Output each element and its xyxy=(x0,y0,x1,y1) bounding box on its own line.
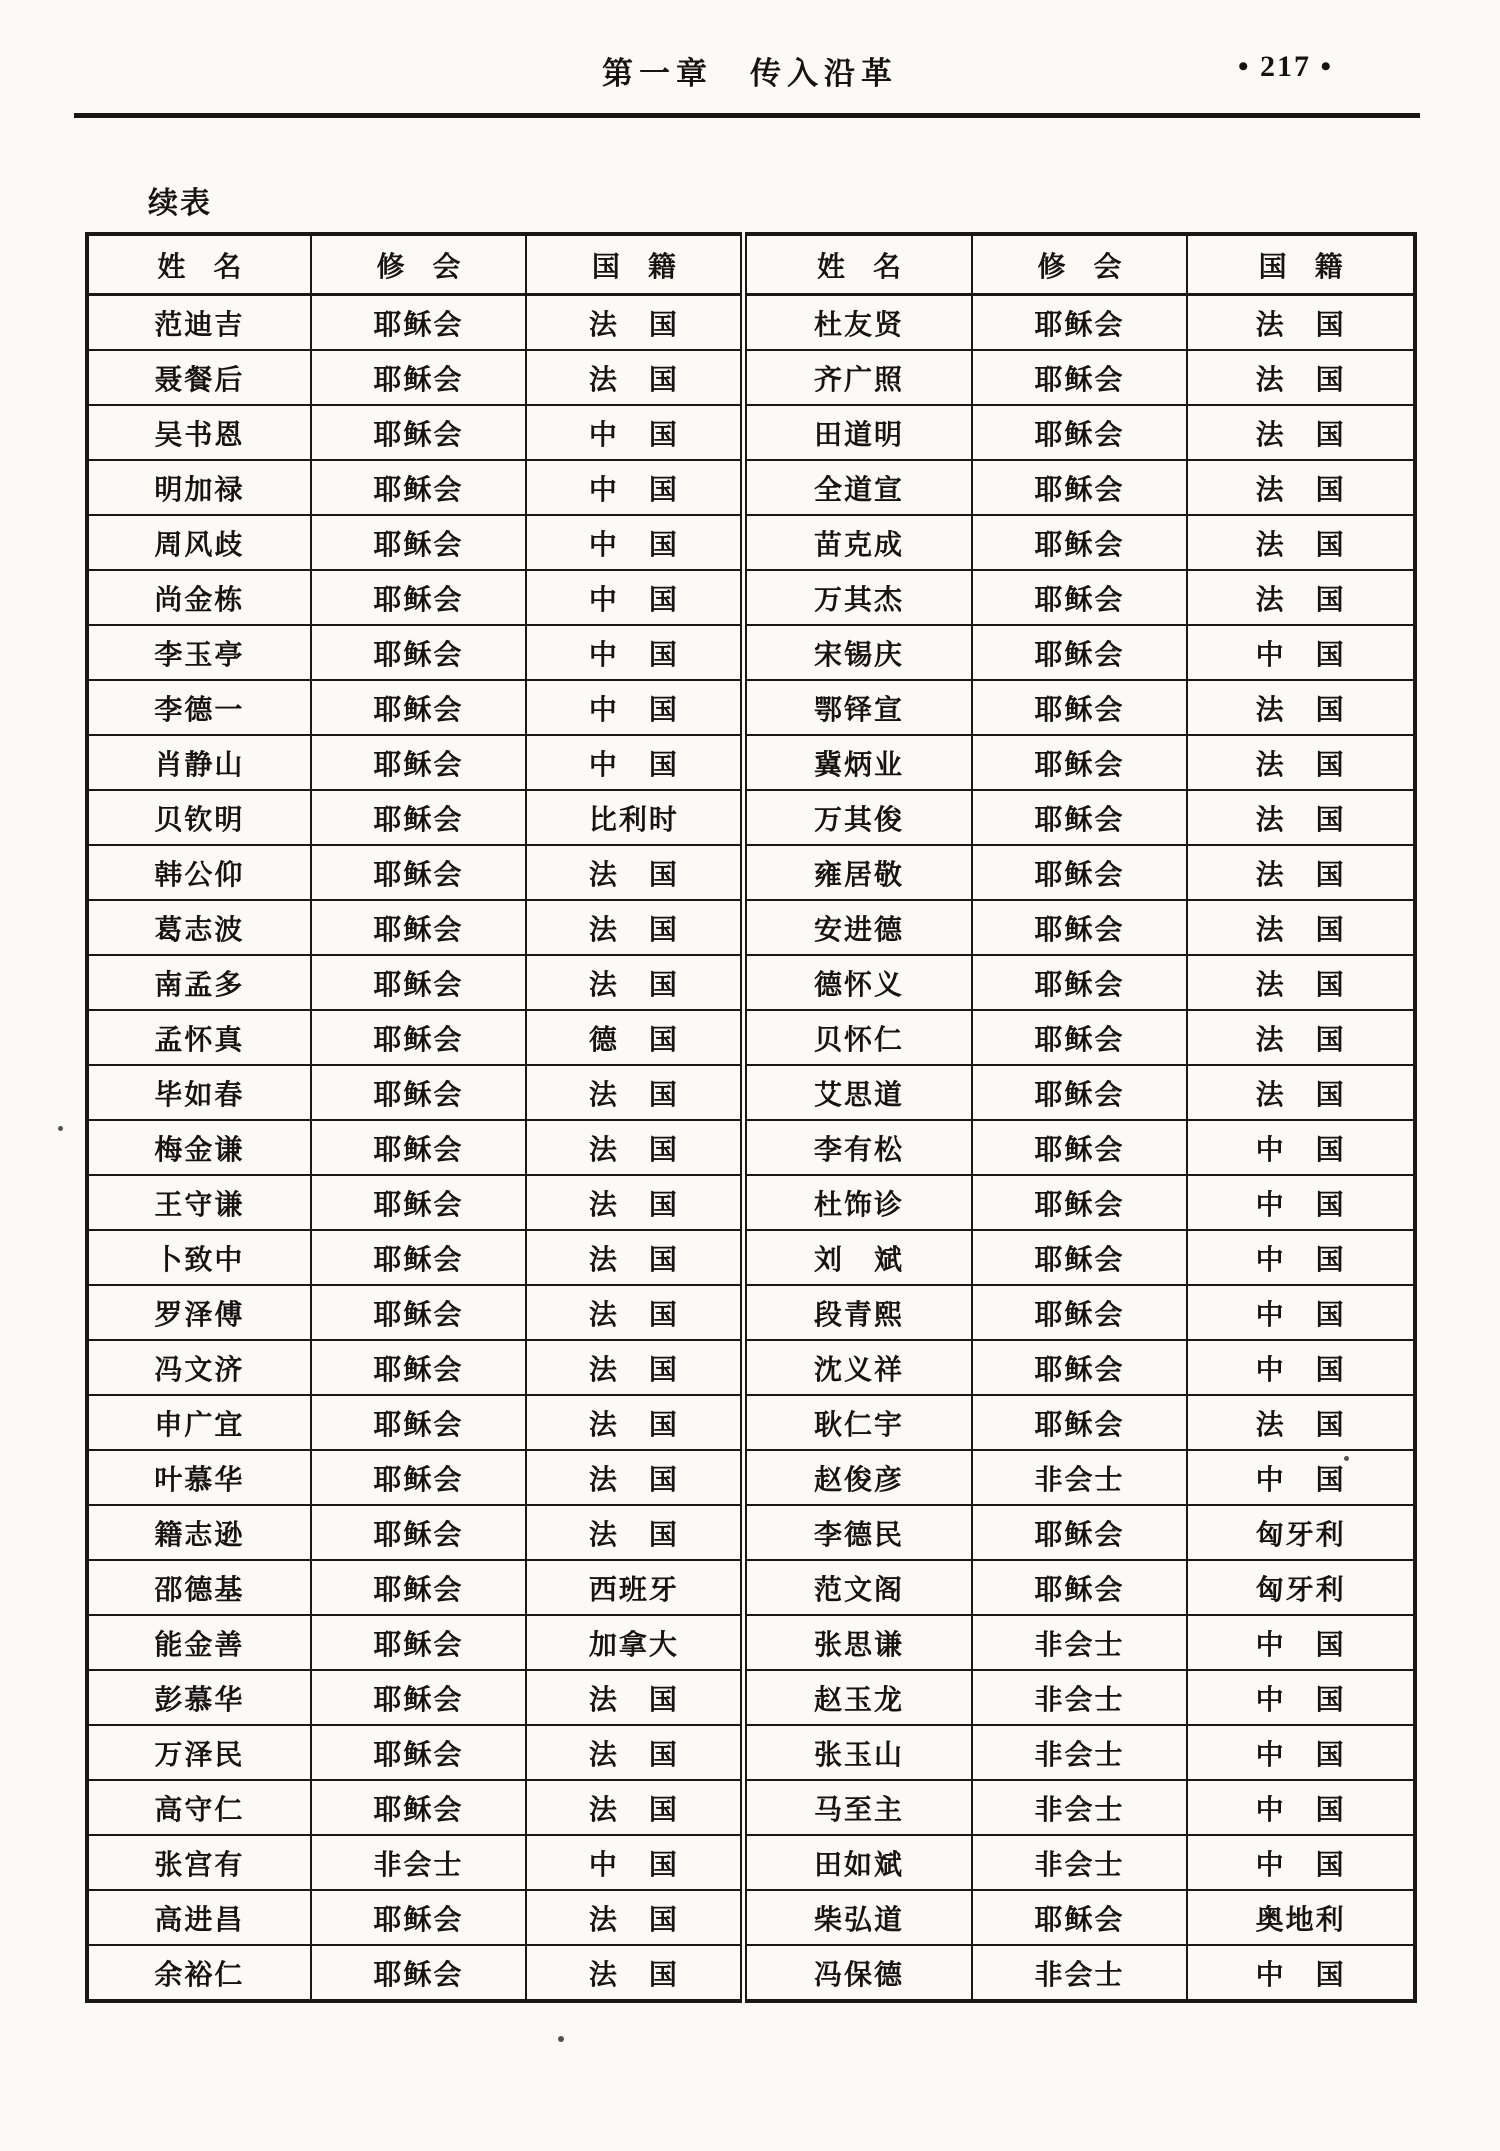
cell-order-left: 耶稣会 xyxy=(311,900,527,955)
cell-name-right: 赵俊彦 xyxy=(744,1450,972,1505)
table-row xyxy=(87,570,1415,625)
cell-nationality-left: 法 国 xyxy=(526,1945,744,2001)
cell-order-left: 非会士 xyxy=(311,1835,527,1890)
cell-name-right: 冯保德 xyxy=(744,1945,972,2001)
cell-nationality-right: 法 国 xyxy=(1187,405,1415,460)
cell-name-right: 贝怀仁 xyxy=(744,1010,972,1065)
col-header-order-right: 修 会 xyxy=(972,234,1188,295)
cell-name-left: 卜致中 xyxy=(87,1230,311,1285)
cell-order-right: 非会士 xyxy=(972,1670,1188,1725)
cell-name-left: 张宫有 xyxy=(87,1835,311,1890)
cell-nationality-right: 中 国 xyxy=(1187,1120,1415,1175)
cell-order-right: 耶稣会 xyxy=(972,900,1188,955)
cell-nationality-left: 中 国 xyxy=(526,570,744,625)
cell-name-left: 李玉亭 xyxy=(87,625,311,680)
cell-name-right: 鄂铎宣 xyxy=(744,680,972,735)
table-row xyxy=(87,1285,1415,1340)
cell-order-left: 耶稣会 xyxy=(311,570,527,625)
cell-nationality-left: 中 国 xyxy=(526,405,744,460)
table-row xyxy=(87,1010,1415,1065)
cell-name-right: 杜友贤 xyxy=(744,295,972,351)
cell-order-left: 耶稣会 xyxy=(311,955,527,1010)
col-header-name-right: 姓 名 xyxy=(744,234,972,295)
cell-order-left: 耶稣会 xyxy=(311,1175,527,1230)
cell-order-right: 耶稣会 xyxy=(972,1560,1188,1615)
table-row xyxy=(87,1450,1415,1505)
cell-nationality-left: 法 国 xyxy=(526,845,744,900)
table-row xyxy=(87,1945,1415,2001)
cell-name-right: 宋锡庆 xyxy=(744,625,972,680)
cell-order-left: 耶稣会 xyxy=(311,625,527,680)
cell-order-right: 耶稣会 xyxy=(972,845,1188,900)
cell-name-left: 申广宜 xyxy=(87,1395,311,1450)
cell-name-left: 梅金谦 xyxy=(87,1120,311,1175)
cell-order-left: 耶稣会 xyxy=(311,1230,527,1285)
cell-nationality-left: 中 国 xyxy=(526,1835,744,1890)
table-row xyxy=(87,845,1415,900)
cell-nationality-right: 法 国 xyxy=(1187,515,1415,570)
cell-order-left: 耶稣会 xyxy=(311,1505,527,1560)
cell-name-left: 吴书恩 xyxy=(87,405,311,460)
table-row xyxy=(87,1230,1415,1285)
cell-nationality-left: 法 国 xyxy=(526,1230,744,1285)
cell-order-left: 耶稣会 xyxy=(311,680,527,735)
cell-nationality-right: 法 国 xyxy=(1187,1010,1415,1065)
cell-name-right: 田道明 xyxy=(744,405,972,460)
cell-name-left: 明加禄 xyxy=(87,460,311,515)
cell-name-left: 李德一 xyxy=(87,680,311,735)
cell-nationality-left: 法 国 xyxy=(526,1450,744,1505)
table-row xyxy=(87,1835,1415,1890)
cell-name-left: 籍志逊 xyxy=(87,1505,311,1560)
scan-speck xyxy=(558,2036,564,2042)
cell-order-left: 耶稣会 xyxy=(311,295,527,351)
table-row xyxy=(87,295,1415,351)
table-row xyxy=(87,1395,1415,1450)
cell-nationality-right: 法 国 xyxy=(1187,1395,1415,1450)
cell-nationality-right: 法 国 xyxy=(1187,1065,1415,1120)
cell-nationality-right: 法 国 xyxy=(1187,460,1415,515)
table-row xyxy=(87,1340,1415,1395)
col-header-order-left: 修 会 xyxy=(311,234,527,295)
table-row xyxy=(87,1120,1415,1175)
cell-order-left: 耶稣会 xyxy=(311,460,527,515)
table-row xyxy=(87,515,1415,570)
cell-nationality-left: 法 国 xyxy=(526,1175,744,1230)
cell-name-right: 赵玉龙 xyxy=(744,1670,972,1725)
cell-name-left: 韩公仰 xyxy=(87,845,311,900)
cell-nationality-left: 法 国 xyxy=(526,1670,744,1725)
cell-nationality-left: 西班牙 xyxy=(526,1560,744,1615)
col-header-name-left: 姓 名 xyxy=(87,234,311,295)
cell-name-left: 邵德基 xyxy=(87,1560,311,1615)
cell-nationality-left: 比利时 xyxy=(526,790,744,845)
cell-order-left: 耶稣会 xyxy=(311,1010,527,1065)
cell-nationality-right: 中 国 xyxy=(1187,1725,1415,1780)
cell-name-left: 高守仁 xyxy=(87,1780,311,1835)
cell-order-left: 耶稣会 xyxy=(311,1670,527,1725)
cell-order-right: 耶稣会 xyxy=(972,1120,1188,1175)
cell-nationality-left: 法 国 xyxy=(526,1065,744,1120)
cell-name-right: 李有松 xyxy=(744,1120,972,1175)
cell-order-right: 非会士 xyxy=(972,1615,1188,1670)
cell-nationality-right: 法 国 xyxy=(1187,845,1415,900)
missionary-roster-table xyxy=(85,232,1417,2003)
cell-order-right: 耶稣会 xyxy=(972,515,1188,570)
cell-order-right: 耶稣会 xyxy=(972,570,1188,625)
cell-nationality-left: 中 国 xyxy=(526,515,744,570)
cell-nationality-left: 法 国 xyxy=(526,900,744,955)
cell-name-right: 苗克成 xyxy=(744,515,972,570)
col-header-nationality-right: 国 籍 xyxy=(1187,234,1415,295)
cell-order-left: 耶稣会 xyxy=(311,1395,527,1450)
cell-nationality-right: 法 国 xyxy=(1187,735,1415,790)
cell-name-left: 贝钦明 xyxy=(87,790,311,845)
table-row xyxy=(87,405,1415,460)
cell-name-left: 孟怀真 xyxy=(87,1010,311,1065)
cell-nationality-left: 法 国 xyxy=(526,1725,744,1780)
cell-order-left: 耶稣会 xyxy=(311,845,527,900)
cell-order-left: 耶稣会 xyxy=(311,735,527,790)
cell-order-right: 非会士 xyxy=(972,1945,1188,2001)
chapter-header: 第一章 传入沿革 xyxy=(602,56,898,91)
table-row xyxy=(87,1615,1415,1670)
table-row xyxy=(87,1065,1415,1120)
table-row xyxy=(87,735,1415,790)
cell-order-right: 耶稣会 xyxy=(972,790,1188,845)
cell-nationality-left: 中 国 xyxy=(526,460,744,515)
cell-name-right: 沈义祥 xyxy=(744,1340,972,1395)
cell-name-right: 耿仁宇 xyxy=(744,1395,972,1450)
table-row xyxy=(87,790,1415,845)
cell-name-right: 雍居敬 xyxy=(744,845,972,900)
continuation-table-label: 续表 xyxy=(148,187,212,220)
cell-order-left: 耶稣会 xyxy=(311,1065,527,1120)
cell-nationality-left: 法 国 xyxy=(526,1340,744,1395)
cell-nationality-right: 法 国 xyxy=(1187,955,1415,1010)
cell-nationality-right: 中 国 xyxy=(1187,1835,1415,1890)
cell-name-left: 肖静山 xyxy=(87,735,311,790)
cell-name-left: 葛志波 xyxy=(87,900,311,955)
cell-name-right: 德怀义 xyxy=(744,955,972,1010)
cell-name-left: 高进昌 xyxy=(87,1890,311,1945)
cell-nationality-right: 法 国 xyxy=(1187,680,1415,735)
cell-nationality-right: 中 国 xyxy=(1187,1340,1415,1395)
cell-name-right: 田如斌 xyxy=(744,1835,972,1890)
cell-order-left: 耶稣会 xyxy=(311,1945,527,2001)
cell-order-right: 耶稣会 xyxy=(972,1285,1188,1340)
cell-name-left: 范迪吉 xyxy=(87,295,311,351)
cell-name-left: 彭慕华 xyxy=(87,1670,311,1725)
cell-order-right: 耶稣会 xyxy=(972,295,1188,351)
cell-name-left: 尚金栋 xyxy=(87,570,311,625)
cell-order-left: 耶稣会 xyxy=(311,1450,527,1505)
cell-nationality-right: 中 国 xyxy=(1187,1230,1415,1285)
cell-name-right: 艾思道 xyxy=(744,1065,972,1120)
cell-name-left: 能金善 xyxy=(87,1615,311,1670)
cell-nationality-right: 中 国 xyxy=(1187,1175,1415,1230)
cell-name-right: 齐广照 xyxy=(744,350,972,405)
cell-nationality-right: 法 国 xyxy=(1187,350,1415,405)
cell-nationality-left: 中 国 xyxy=(526,735,744,790)
table-row xyxy=(87,1175,1415,1230)
cell-name-right: 冀炳业 xyxy=(744,735,972,790)
cell-order-right: 耶稣会 xyxy=(972,680,1188,735)
table-header-row xyxy=(87,234,1415,295)
cell-name-right: 安进德 xyxy=(744,900,972,955)
cell-order-left: 耶稣会 xyxy=(311,515,527,570)
cell-name-left: 余裕仁 xyxy=(87,1945,311,2001)
cell-order-left: 耶稣会 xyxy=(311,1340,527,1395)
cell-order-right: 非会士 xyxy=(972,1835,1188,1890)
header-rule xyxy=(74,113,1420,118)
cell-order-right: 耶稣会 xyxy=(972,955,1188,1010)
cell-order-right: 耶稣会 xyxy=(972,735,1188,790)
cell-order-right: 耶稣会 xyxy=(972,1175,1188,1230)
cell-name-right: 刘 斌 xyxy=(744,1230,972,1285)
cell-order-left: 耶稣会 xyxy=(311,1120,527,1175)
cell-name-right: 张思谦 xyxy=(744,1615,972,1670)
cell-name-left: 毕如春 xyxy=(87,1065,311,1120)
table-row xyxy=(87,1560,1415,1615)
cell-order-right: 非会士 xyxy=(972,1450,1188,1505)
cell-order-right: 耶稣会 xyxy=(972,1395,1188,1450)
cell-order-left: 耶稣会 xyxy=(311,1780,527,1835)
cell-nationality-right: 法 国 xyxy=(1187,295,1415,351)
table-row xyxy=(87,460,1415,515)
cell-order-right: 耶稣会 xyxy=(972,1890,1188,1945)
cell-order-left: 耶稣会 xyxy=(311,1615,527,1670)
cell-name-left: 南孟多 xyxy=(87,955,311,1010)
cell-order-left: 耶稣会 xyxy=(311,1285,527,1340)
table-row xyxy=(87,1780,1415,1835)
cell-nationality-right: 法 国 xyxy=(1187,790,1415,845)
cell-order-right: 耶稣会 xyxy=(972,1505,1188,1560)
cell-name-right: 全道宣 xyxy=(744,460,972,515)
table-row xyxy=(87,1670,1415,1725)
cell-order-left: 耶稣会 xyxy=(311,790,527,845)
cell-name-left: 叶慕华 xyxy=(87,1450,311,1505)
cell-name-right: 张玉山 xyxy=(744,1725,972,1780)
cell-nationality-right: 匈牙利 xyxy=(1187,1560,1415,1615)
scan-speck xyxy=(1344,1456,1349,1461)
cell-nationality-left: 中 国 xyxy=(526,625,744,680)
cell-nationality-left: 法 国 xyxy=(526,1395,744,1450)
table-body xyxy=(87,295,1415,2002)
cell-order-right: 耶稣会 xyxy=(972,1340,1188,1395)
cell-nationality-right: 中 国 xyxy=(1187,1285,1415,1340)
table-row xyxy=(87,1890,1415,1945)
cell-nationality-right: 法 国 xyxy=(1187,900,1415,955)
cell-nationality-left: 法 国 xyxy=(526,350,744,405)
cell-nationality-left: 法 国 xyxy=(526,955,744,1010)
cell-order-right: 耶稣会 xyxy=(972,405,1188,460)
cell-order-right: 耶稣会 xyxy=(972,1065,1188,1120)
table-row xyxy=(87,1505,1415,1560)
table-row xyxy=(87,900,1415,955)
cell-order-right: 耶稣会 xyxy=(972,350,1188,405)
table-row xyxy=(87,680,1415,735)
scan-speck xyxy=(58,1126,63,1131)
cell-order-right: 耶稣会 xyxy=(972,460,1188,515)
cell-order-left: 耶稣会 xyxy=(311,350,527,405)
cell-name-right: 范文阁 xyxy=(744,1560,972,1615)
cell-name-right: 万其杰 xyxy=(744,570,972,625)
cell-nationality-right: 中 国 xyxy=(1187,1450,1415,1505)
cell-nationality-left: 法 国 xyxy=(526,1505,744,1560)
cell-order-left: 耶稣会 xyxy=(311,1560,527,1615)
cell-name-left: 聂餐后 xyxy=(87,350,311,405)
cell-order-left: 耶稣会 xyxy=(311,1725,527,1780)
table-row xyxy=(87,625,1415,680)
cell-nationality-right: 匈牙利 xyxy=(1187,1505,1415,1560)
cell-order-right: 耶稣会 xyxy=(972,1230,1188,1285)
cell-nationality-right: 中 国 xyxy=(1187,1670,1415,1725)
cell-nationality-right: 法 国 xyxy=(1187,570,1415,625)
cell-nationality-left: 德 国 xyxy=(526,1010,744,1065)
table-row xyxy=(87,1725,1415,1780)
cell-name-left: 万泽民 xyxy=(87,1725,311,1780)
cell-nationality-left: 法 国 xyxy=(526,1285,744,1340)
cell-order-right: 耶稣会 xyxy=(972,625,1188,680)
cell-name-right: 柴弘道 xyxy=(744,1890,972,1945)
col-header-nationality-left: 国 籍 xyxy=(526,234,744,295)
table-row xyxy=(87,955,1415,1010)
cell-name-right: 万其俊 xyxy=(744,790,972,845)
cell-order-right: 耶稣会 xyxy=(972,1010,1188,1065)
cell-name-left: 周风歧 xyxy=(87,515,311,570)
cell-nationality-right: 中 国 xyxy=(1187,625,1415,680)
cell-nationality-right: 中 国 xyxy=(1187,1945,1415,2001)
cell-name-right: 杜饰诊 xyxy=(744,1175,972,1230)
table-row xyxy=(87,350,1415,405)
cell-name-right: 段青熙 xyxy=(744,1285,972,1340)
cell-nationality-left: 法 国 xyxy=(526,1120,744,1175)
cell-name-left: 冯文济 xyxy=(87,1340,311,1395)
cell-order-right: 非会士 xyxy=(972,1725,1188,1780)
cell-order-left: 耶稣会 xyxy=(311,405,527,460)
cell-nationality-right: 中 国 xyxy=(1187,1615,1415,1670)
cell-name-left: 王守谦 xyxy=(87,1175,311,1230)
cell-name-right: 李德民 xyxy=(744,1505,972,1560)
page-number: • 217 • xyxy=(1238,50,1334,83)
cell-name-right: 马至主 xyxy=(744,1780,972,1835)
cell-nationality-left: 法 国 xyxy=(526,295,744,351)
cell-nationality-right: 奥地利 xyxy=(1187,1890,1415,1945)
cell-nationality-right: 中 国 xyxy=(1187,1780,1415,1835)
cell-order-right: 非会士 xyxy=(972,1780,1188,1835)
cell-nationality-left: 加拿大 xyxy=(526,1615,744,1670)
cell-name-left: 罗泽傅 xyxy=(87,1285,311,1340)
cell-nationality-left: 法 国 xyxy=(526,1890,744,1945)
cell-nationality-left: 中 国 xyxy=(526,680,744,735)
cell-order-left: 耶稣会 xyxy=(311,1890,527,1945)
cell-nationality-left: 法 国 xyxy=(526,1780,744,1835)
